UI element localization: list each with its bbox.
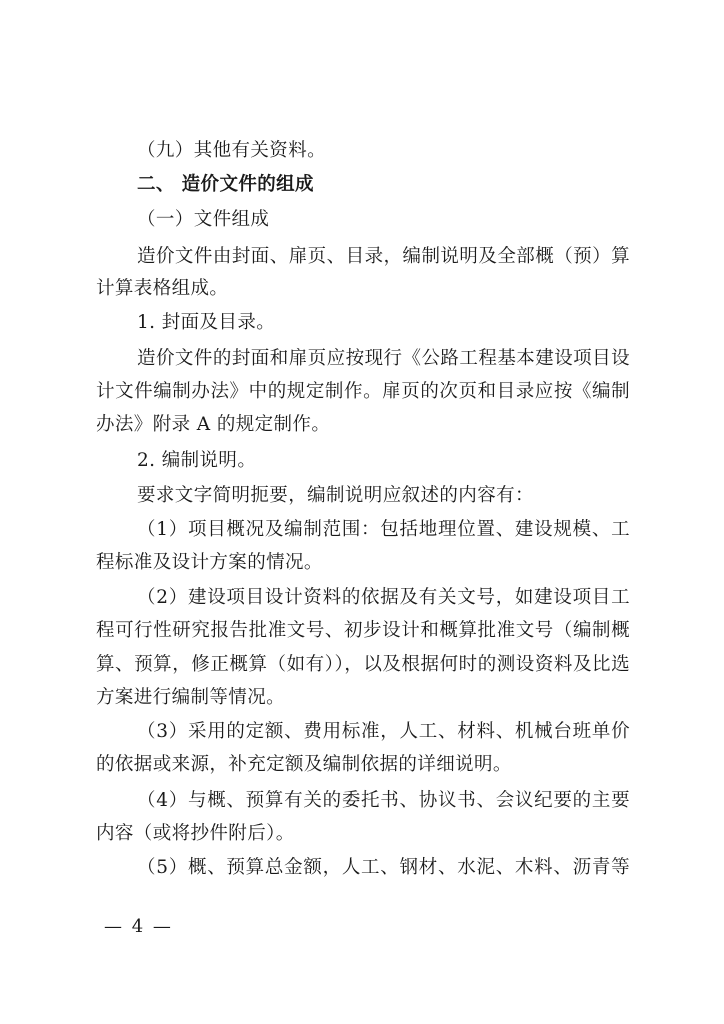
text-line: 程可行性研究报告批准文号、初步设计和概算批准文号（编制概 bbox=[96, 620, 630, 641]
text-line: （3）采用的定额、费用标准，人工、材料、机械台班单价 bbox=[137, 721, 630, 742]
text-line: 算、预算，修正概算（如有）），以及根据何时的测设资料及比选 bbox=[96, 654, 630, 675]
section-heading: 二、 造价文件的组成 bbox=[137, 174, 314, 195]
text-line: （5）概、预算总金额，人工、钢材、水泥、木料、沥青等 bbox=[137, 857, 630, 878]
text-line: 要求文字简明扼要，编制说明应叙述的内容有： bbox=[137, 485, 534, 506]
item-heading: 2. 编制说明。 bbox=[137, 450, 257, 471]
text-line: 程标准及设计方案的情况。 bbox=[96, 552, 323, 573]
text-line: 的依据或来源，补充定额及编制依据的详细说明。 bbox=[96, 754, 512, 775]
text-line: （九）其他有关资料。 bbox=[137, 140, 327, 161]
text-line: 方案进行编制等情况。 bbox=[96, 687, 286, 708]
text-line: 办法》附录 A 的规定制作。 bbox=[96, 414, 331, 435]
text-line: （2）建设项目设计资料的依据及有关文号，如建设项目工 bbox=[137, 587, 630, 608]
text-line: 造价文件由封面、扉页、目录，编制说明及全部概（预）算 bbox=[137, 246, 630, 267]
text-line: （1）项目概况及编制范围：包括地理位置、建设规模、工 bbox=[137, 519, 630, 540]
text-line: 造价文件的封面和扉页应按现行《公路工程基本建设项目设 bbox=[137, 348, 630, 369]
text-line: 内容（或将抄件附后）。 bbox=[96, 823, 295, 844]
text-line: 计文件编制办法》中的规定制作。扉页的次页和目录应按《编制 bbox=[96, 381, 630, 402]
subsection-heading: （一）文件组成 bbox=[137, 209, 270, 230]
text-line: （4）与概、预算有关的委托书、协议书、会议纪要的主要 bbox=[137, 790, 630, 811]
item-heading: 1. 封面及目录。 bbox=[137, 312, 276, 333]
text-line: 计算表格组成。 bbox=[96, 278, 229, 299]
page-number: — 4 — bbox=[104, 916, 173, 937]
